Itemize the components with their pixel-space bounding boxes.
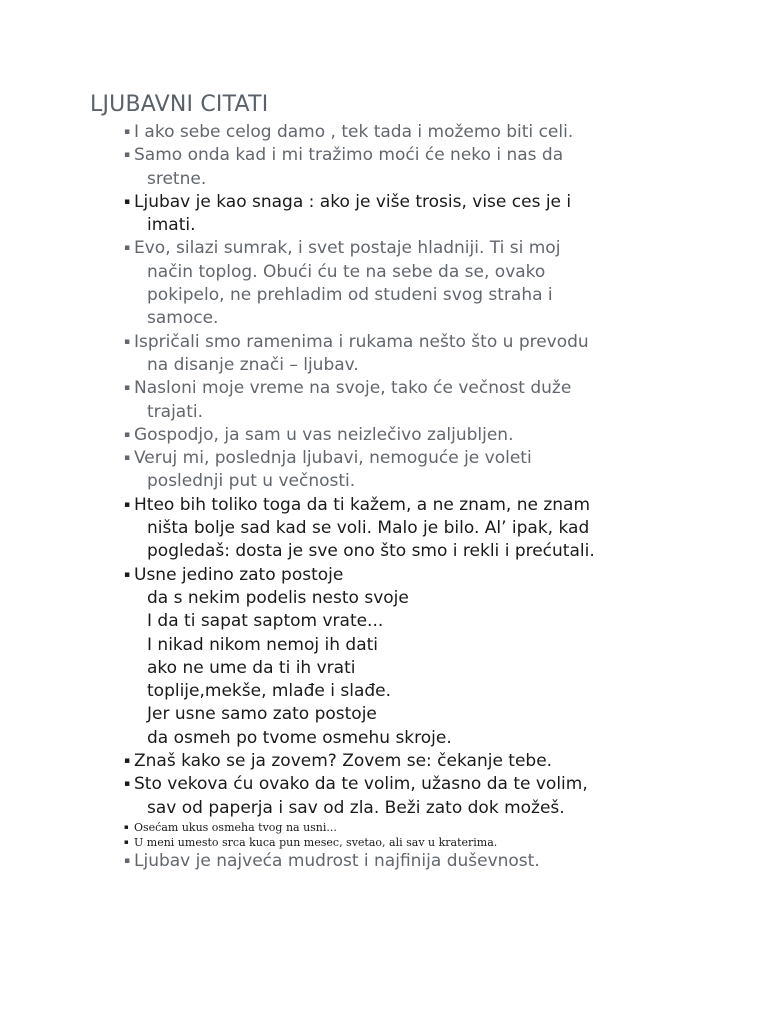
- quote-text: Nasloni moje vreme na svoje, tako će večnost duže: [134, 378, 572, 399]
- bullet-icon: ▪: [124, 569, 131, 580]
- bullet-icon: ▪: [124, 855, 131, 866]
- quote-text: Veruj mi, poslednja ljubavi, nemoguće je voleti: [134, 448, 532, 469]
- quote-continuation: I nikad nikom nemoj ih dati: [147, 634, 378, 655]
- list-item: [124, 144, 724, 191]
- list-item: [124, 494, 724, 564]
- quote-text: Znaš kako se ja zovem? Zovem se: čekanje tebe.: [134, 751, 553, 772]
- bullet-icon: ▪: [124, 127, 131, 137]
- bullet-icon: ▪: [124, 243, 131, 254]
- bullet-icon: ▪: [124, 756, 131, 767]
- quote-continuation: ako ne ume da ti ih vrati: [147, 657, 356, 678]
- list-item: [124, 835, 724, 850]
- list-item: [124, 331, 724, 378]
- quote-text: I ako sebe celog damo , tek tada i možemo biti celi.: [134, 122, 574, 142]
- quote-continuation: samoce.: [147, 308, 219, 329]
- list-item: [124, 750, 724, 773]
- list-item: [124, 191, 724, 238]
- list-item: [124, 121, 724, 144]
- bullet-icon: ▪: [124, 383, 131, 394]
- quote-text: Ljubav je najveća mudrost i najfinija duševnost.: [134, 850, 540, 871]
- bullet-icon: ▪: [124, 453, 131, 464]
- quote-text: Evo, silazi sumrak, i svet postaje hladniji. Ti si moj: [134, 238, 561, 259]
- quote-continuation: sav od paperja i sav od zla. Beži zato dok možeš.: [147, 797, 565, 818]
- list-item: [124, 237, 724, 330]
- bullet-icon: ▪: [124, 150, 131, 161]
- bullet-icon: ▪: [124, 822, 129, 831]
- quote-text: Ljubav je kao snaga : ako je više trosis, vise ces je i: [134, 191, 572, 212]
- bullet-icon: ▪: [124, 336, 131, 347]
- quote-text: Ispričali smo ramenima i rukama nešto što u prevodu: [134, 331, 589, 352]
- bullet-icon: ▪: [124, 837, 129, 846]
- list-item: [124, 773, 724, 820]
- quote-continuation: Jer usne samo zato postoje: [147, 704, 377, 725]
- bullet-icon: ▪: [124, 779, 131, 790]
- quote-continuation: toplije,mekše, mlađe i slađe.: [147, 681, 392, 702]
- quote-continuation: pogledaš: dosta je sve ono što smo i rekli i prećutali.: [147, 541, 595, 562]
- quote-continuation: sretne.: [147, 168, 207, 189]
- list-item: [124, 820, 724, 835]
- quote-text: Hteo bih toliko toga da ti kažem, a ne znam, ne znam: [134, 494, 591, 515]
- quote-continuation: pokipelo, ne prehladim od studeni svog straha i: [147, 285, 553, 306]
- list-item: [124, 424, 724, 447]
- bullet-icon: ▪: [124, 429, 131, 440]
- bullet-icon: ▪: [124, 499, 131, 510]
- quote-continuation: način toplog. Obući ću te na sebe da se, ovako: [147, 261, 546, 282]
- quote-continuation: poslednji put u večnosti.: [147, 471, 356, 492]
- quote-continuation: imati.: [147, 215, 196, 236]
- quote-continuation: na disanje znači – ljubav.: [147, 354, 359, 375]
- quote-continuation: I da ti sapat saptom vrate...: [147, 611, 384, 632]
- quote-text: Osećam ukus osmeha tvog na usni...: [134, 820, 337, 834]
- quote-continuation: da osmeh po tvome osmehu skroje.: [147, 727, 452, 748]
- list-item: [124, 377, 724, 424]
- quote-text: Sto vekova ću ovako da te volim, užasno da te volim,: [134, 774, 588, 795]
- quote-continuation: ništa bolje sad kad se voli. Malo je bilo. Al’ ipak, kad: [147, 518, 590, 539]
- page-title: LJUBAVNI CITATI: [90, 92, 269, 117]
- quote-text: Gospodjo, ja sam u vas neizlečivo zaljubljen.: [134, 424, 514, 445]
- list-item: [124, 447, 724, 494]
- quote-text: U meni umesto srca kuca pun mesec, svetao, ali sav u kraterima.: [134, 835, 498, 849]
- quote-continuation: trajati.: [147, 401, 204, 422]
- quote-text: Samo onda kad i mi tražimo moći će neko i nas da: [134, 145, 564, 166]
- list-item: [124, 564, 724, 750]
- quote-text: Usne jedino zato postoje: [134, 564, 344, 585]
- quote-list: [124, 121, 724, 873]
- quote-continuation: da s nekim podelis nesto svoje: [147, 587, 409, 608]
- bullet-icon: ▪: [124, 196, 131, 207]
- list-item: [124, 850, 724, 873]
